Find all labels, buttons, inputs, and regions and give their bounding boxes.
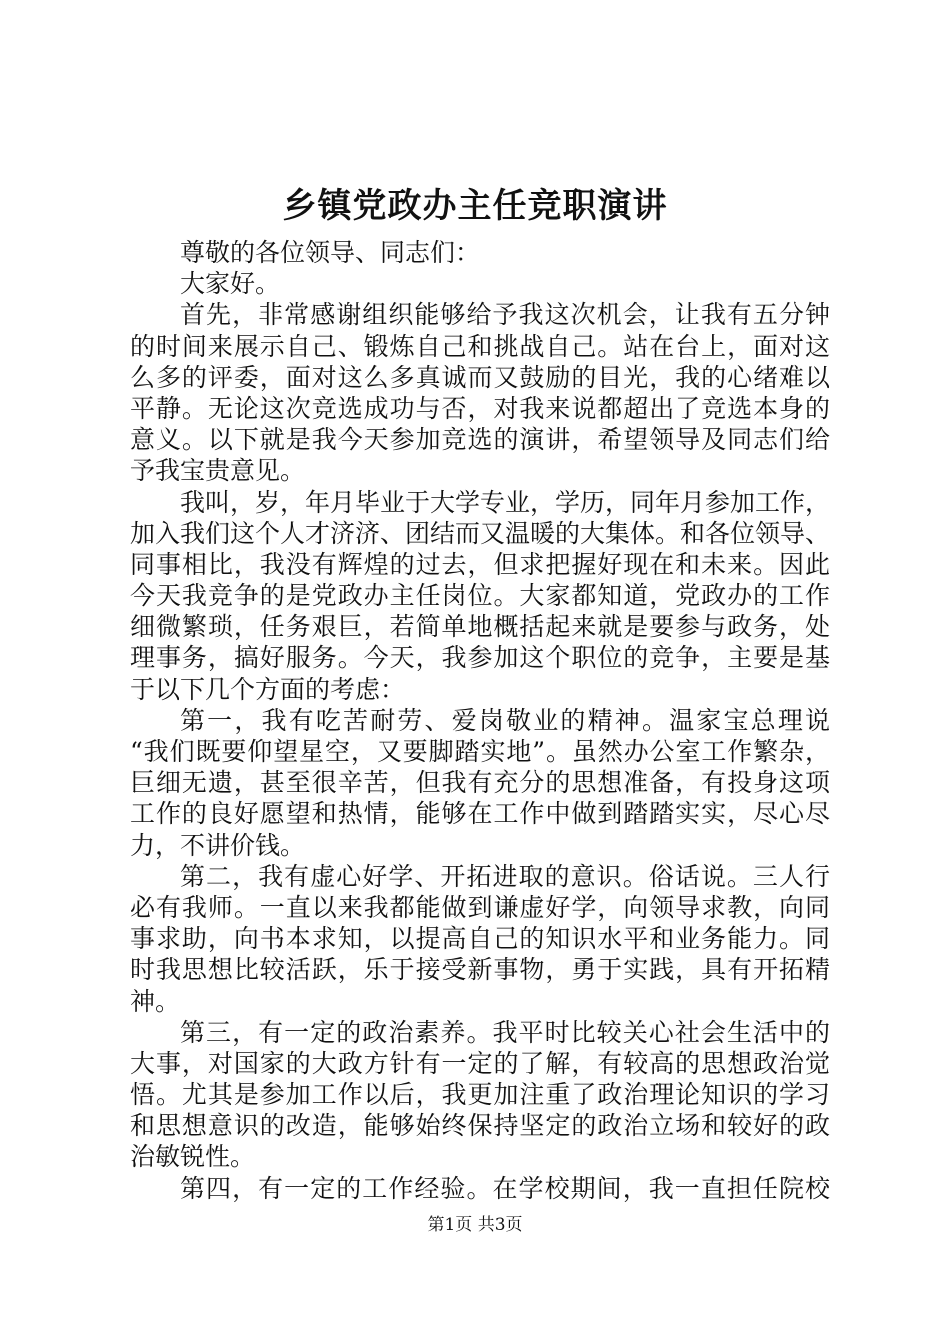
paragraph-line: 和思想意识的改造，能够始终保持坚定的政治立场和较好的政 — [130, 1111, 830, 1141]
paragraph-line: 神。 — [130, 986, 181, 1016]
paragraph-line: 第四，有一定的工作经验。在学校期间，我一直担任院校 — [180, 1173, 830, 1203]
paragraph-line: 时我思想比较活跃，乐于接受新事物，勇于实践，具有开拓精 — [130, 955, 830, 985]
paragraph-line: 事求助，向书本求知，以提高自己的知识水平和业务能力。同 — [130, 924, 830, 954]
paragraph-line: 第三，有一定的政治素养。我平时比较关心社会生活中的 — [180, 1017, 830, 1047]
paragraph-line: 加入我们这个人才济济、团结而又温暖的大集体。和各位领导、 — [130, 518, 831, 548]
paragraph-line: 今天我竞争的是党政办主任岗位。大家都知道，党政办的工作 — [130, 581, 830, 611]
salutation-line: 尊敬的各位领导、同志们： — [180, 238, 481, 267]
paragraph-line: 第二，我有虚心好学、开拓进取的意识。俗话说。三人行 — [180, 861, 830, 891]
page-title: 乡镇党政办主任竞职演讲 — [282, 186, 668, 226]
paragraph-line: 治敏锐性。 — [130, 1142, 256, 1172]
paragraph-line: 首先，非常感谢组织能够给予我这次机会，让我有五分钟 — [180, 300, 830, 330]
paragraph-line: 理事务，搞好服务。今天，我参加这个职位的竞争，主要是基 — [130, 643, 830, 673]
paragraph-line: 我叫，岁，年月毕业于大学专业，学历，同年月参加工作， — [180, 487, 831, 517]
paragraph-line: 必有我师。一直以来我都能做到谦虚好学，向领导求教，向同 — [130, 892, 830, 922]
greeting-line: 大家好。 — [180, 269, 281, 299]
paragraph-line: 巨细无遗，甚至很辛苦，但我有充分的思想准备，有投身这项 — [130, 768, 830, 798]
paragraph-line: 悟。尤其是参加工作以后，我更加注重了政治理论知识的学习 — [130, 1080, 830, 1110]
paragraph-line: 同事相比，我没有辉煌的过去，但求把握好现在和未来。因此 — [130, 549, 830, 579]
paragraph-line: 力，不讲价钱。 — [130, 830, 306, 860]
paragraph-line: 的时间来展示自己、锻炼自己和挑战自己。站在台上，面对这 — [130, 331, 830, 361]
speech-body — [130, 237, 830, 1204]
paragraph-line: 细微繁琐，任务艰巨，若简单地概括起来就是要参与政务，处 — [130, 612, 830, 642]
paragraph-line: 于以下几个方面的考虑： — [130, 674, 406, 704]
paragraph-line: 工作的良好愿望和热情，能够在工作中做到踏踏实实，尽心尽 — [130, 799, 830, 829]
paragraph-line: 么多的评委，面对这么多真诚而又鼓励的目光，我的心绪难以 — [130, 362, 830, 392]
paragraph-line: 第一，我有吃苦耐劳、爱岗敬业的精神。温家宝总理说 — [180, 705, 830, 735]
paragraph-line: 平静。无论这次竞选成功与否，对我来说都超出了竞选本身的 — [130, 393, 830, 423]
paragraph-line: 大事，对国家的大政方针有一定的了解，有较高的思想政治觉 — [130, 1048, 830, 1078]
page-footer: 第1页 共3页 — [427, 1215, 523, 1235]
paragraph-line: “我们既要仰望星空，又要脚踏实地”。虽然办公室工作繁杂， — [130, 737, 830, 766]
paragraph-line: 意义。以下就是我今天参加竞选的演讲，希望领导及同志们给 — [130, 425, 830, 455]
paragraph-line: 予我宝贵意见。 — [130, 456, 306, 486]
